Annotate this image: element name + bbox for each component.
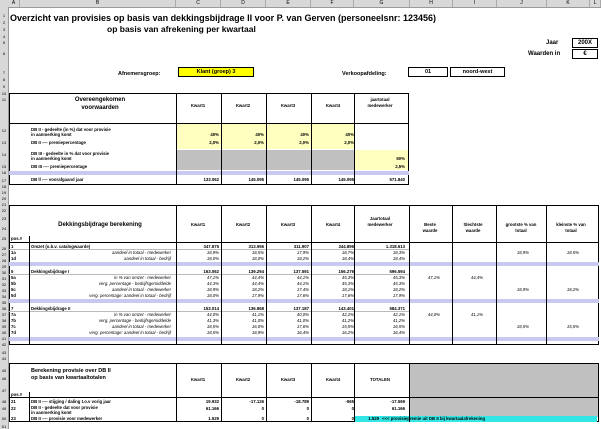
beste-header-2: waarde — [422, 228, 438, 233]
row-value: 18,9% — [206, 287, 219, 292]
row-value: 344.896 — [338, 244, 354, 249]
row-value: 45,3% — [341, 275, 354, 280]
row-number-23: 23 — [1, 216, 7, 221]
row-value: 41,3% — [206, 318, 219, 323]
r50-value: 0 — [306, 416, 309, 421]
row-value: 17,9% — [296, 250, 309, 255]
column-header-k: K — [547, 0, 590, 7]
r17-value: 145.095 — [293, 177, 309, 182]
grid-line — [176, 93, 177, 185]
row-value: 18,5% — [206, 330, 219, 335]
beste-header-1: Beste — [424, 222, 436, 227]
row-value: 40,0% — [296, 312, 309, 317]
band-3 — [9, 337, 599, 341]
r49-value: 0 — [261, 406, 264, 411]
r15-value[interactable]: 2,5% — [395, 164, 405, 169]
row-number-32: 32 — [1, 282, 7, 287]
grid-line — [176, 205, 177, 345]
s2-pos-header: pos.# — [11, 236, 23, 241]
verkoopafdeling-name-cell[interactable]: noord-west — [450, 67, 505, 77]
r12-value[interactable]: 40% — [210, 132, 219, 137]
r50-value: 1.529 — [208, 416, 219, 421]
r49-pos: 22 — [11, 406, 16, 411]
row-number-27: 27 — [1, 252, 7, 257]
grid-line — [29, 236, 30, 345]
row-value: 153.014 — [203, 306, 219, 311]
row-value: 18,1% — [341, 287, 354, 292]
row-number-13: 13 — [1, 140, 7, 145]
row-total: 16,4% — [392, 330, 405, 335]
waarden-value-cell[interactable]: € — [572, 49, 598, 59]
sheet-subtitle: op basis van afrekening per kwartaal — [107, 24, 256, 34]
r49-total: 61.166 — [391, 406, 405, 411]
row-label: Dekkingsbijdrage I — [31, 269, 70, 274]
row-value: 18,9% — [251, 330, 264, 335]
row-number-28: 28 — [1, 258, 7, 263]
row-number-22: 22 — [1, 208, 7, 213]
s3-quarter-header: Kwart3 — [280, 377, 296, 382]
row-label: in % van omzet - medewerker — [114, 312, 171, 317]
row-number-38: 38 — [1, 318, 7, 323]
row-total: 41,2% — [392, 318, 405, 323]
r13-value[interactable]: 2,0% — [299, 140, 309, 145]
row-number-42: 42 — [1, 342, 7, 347]
row-value: 17,9% — [251, 293, 264, 298]
row-value: 17,6% — [296, 324, 309, 329]
grid-line — [354, 363, 355, 422]
row-number-37: 37 — [1, 312, 7, 317]
row-value: 156.276 — [338, 269, 354, 274]
row-total: 596.594 — [389, 269, 405, 274]
row-number-19: 19 — [1, 190, 7, 195]
row-value: 17,6% — [341, 293, 354, 298]
afnemersgroep-cell[interactable]: Klant (groep) 3 — [178, 67, 254, 77]
r13-value[interactable]: 2,0% — [344, 140, 354, 145]
row-number-46: 46 — [1, 376, 7, 381]
s3-quarter-header: Kwart1 — [190, 377, 206, 382]
row-number-25: 25 — [1, 236, 7, 241]
r48-value: 19.932 — [205, 399, 219, 404]
row-number-30: 30 — [1, 270, 7, 275]
row-label: aandeel in totaal - medewerker — [112, 287, 171, 292]
grid-line — [266, 363, 267, 422]
row-pos: 7d — [11, 330, 17, 335]
row-value: 45,3% — [341, 281, 354, 286]
row-number-40: 40 — [1, 330, 7, 335]
row-value: 16,0% — [251, 324, 264, 329]
s1-quarter-header: Kwart3 — [280, 103, 296, 108]
r49-label-2: in aanmerking komt — [31, 410, 72, 415]
grid-line — [311, 205, 312, 345]
row-number-41: 41 — [1, 336, 7, 341]
row-number-15: 15 — [1, 164, 7, 169]
row-kleinste: 15,5% — [566, 324, 579, 329]
r17-value: 145.095 — [338, 177, 354, 182]
row-number-33: 33 — [1, 288, 7, 293]
row-number-31: 31 — [1, 276, 7, 281]
grid-line — [221, 93, 222, 185]
r48-total: -17.569 — [390, 399, 405, 404]
grid-line — [546, 205, 547, 345]
s1-jaartotaal-1: jaartotaal — [370, 97, 390, 102]
row-divider — [9, 249, 409, 250]
s2-jaartotaal-1: Jaartotaal — [369, 216, 391, 221]
grid-line — [452, 205, 453, 345]
row-number-8: 8 — [2, 77, 6, 82]
column-header-h: H — [410, 0, 453, 7]
r17-value: 145.095 — [248, 177, 264, 182]
row-value: 137.591 — [293, 269, 309, 274]
provisie-title-2: op basis van kwartaaltotalen — [31, 375, 106, 381]
row-number-44: 44 — [1, 356, 7, 361]
row-value: 18,2% — [296, 256, 309, 261]
grid-line — [176, 363, 177, 422]
column-header-a: A — [8, 0, 20, 7]
row-value: 44,0% — [206, 312, 219, 317]
row-value: 44,3% — [206, 281, 219, 286]
row-number-51: 51 — [1, 424, 7, 429]
r17-label: DB ll ---- voorafgaand jaar — [31, 177, 84, 182]
verkoopafdeling-code-cell[interactable]: 01 — [408, 67, 448, 77]
kleinste-header-2: totaal — [565, 228, 577, 233]
row-pos: 5a — [11, 275, 16, 280]
s1-jaartotaal-2: medewerker — [367, 103, 393, 108]
row-label: verg. percentage - bedrijfsgemiddelde — [98, 281, 171, 286]
row-pos: 7a — [11, 312, 16, 317]
r12-value[interactable]: 40% — [300, 132, 309, 137]
row-total: 45,3% — [392, 281, 405, 286]
row-value: 41,0% — [296, 318, 309, 323]
voorwaarden-title-2: voorwaarden — [81, 105, 119, 111]
row-pos: 5d — [11, 293, 17, 298]
row-number-17: 17 — [1, 178, 7, 183]
row-number-49: 49 — [1, 406, 7, 411]
grid-line — [354, 205, 355, 345]
row-label: Omzet (o.b.v. catalogwaarde) — [31, 244, 91, 249]
row-value: 18,4% — [341, 256, 354, 261]
row-number-14: 14 — [1, 152, 7, 157]
row-grootste: 18,9% — [516, 287, 529, 292]
row-slechtste: 44,4% — [470, 275, 483, 280]
s2-jaartotaal-2: medewerker — [367, 222, 393, 227]
column-header-i: I — [453, 0, 497, 7]
row-number-24: 24 — [1, 226, 7, 231]
grid-line — [409, 205, 410, 345]
grid-line — [409, 363, 410, 422]
row-value: 44,1% — [296, 275, 309, 280]
row-value: 18,5% — [206, 324, 219, 329]
s2-quarter-header: Kwart3 — [280, 222, 296, 227]
row-number-34: 34 — [1, 294, 7, 299]
grootste-header-2: totaal — [515, 228, 527, 233]
row-value: 17,4% — [296, 287, 309, 292]
r13-value[interactable]: 2,0% — [209, 140, 219, 145]
row-total: 1.318.613 — [385, 244, 405, 249]
row-slechtste: 41,1% — [470, 312, 483, 317]
r17-value: 133.062 — [203, 177, 219, 182]
row-value: 15,5% — [341, 324, 354, 329]
s3-quarter-header: Kwart2 — [235, 377, 251, 382]
row-label: verg. percentage: aandeel in totaal - bedrijf — [89, 293, 171, 298]
band-1 — [9, 262, 599, 266]
row-number-20: 20 — [1, 196, 7, 201]
r49-value: 0 — [351, 406, 354, 411]
r50-note: <<< provisiepremie uit DB II bij kwartaalafrekening — [382, 416, 486, 421]
r48-label: DB II ---- stijging / daling t.o.v vorig jaar — [31, 399, 111, 404]
row-divider — [9, 274, 409, 275]
column-header-f: F — [311, 0, 354, 7]
r14-value[interactable]: 60% — [396, 156, 405, 161]
r12-value[interactable]: 40% — [345, 132, 354, 137]
row-pos: 5b — [11, 281, 17, 286]
s3-pos-header: pos.# — [11, 392, 23, 397]
row-number-3: 3 — [2, 27, 6, 32]
grid-line — [354, 93, 355, 185]
row-value: 16,2% — [341, 330, 354, 335]
r50-value: 0 — [261, 416, 264, 421]
row-value: 17,6% — [296, 293, 309, 298]
row-value: 163.062 — [203, 269, 219, 274]
row-label: aandeel in totaal - medewerker — [112, 324, 171, 329]
s3-quarter-header: Kwart4 — [325, 377, 341, 382]
row-grootste: 18,9% — [516, 250, 529, 255]
row-value: 18,0% — [206, 293, 219, 298]
s2-quarter-header: Kwart4 — [325, 222, 341, 227]
row-value: 18,0% — [206, 256, 219, 261]
row-value: 311.907 — [293, 244, 309, 249]
row-divider — [9, 311, 409, 312]
row-pos: 7 — [11, 306, 14, 311]
slechtste-header-2: waarde — [465, 228, 481, 233]
row-label: aandeel in totaal - bedrijf — [123, 256, 171, 261]
r14-label-2: in aanmerking komt — [31, 156, 72, 161]
row-value: 18,2% — [251, 287, 264, 292]
column-header-e: E — [266, 0, 311, 7]
grootste-header-1: grootste % van — [505, 222, 537, 227]
r48-value: -17.126 — [249, 399, 264, 404]
s1-quarter-header: Kwart4 — [325, 103, 341, 108]
r17-total: 571.840 — [389, 177, 405, 182]
row-pos: 1d — [11, 256, 17, 261]
row-number-43: 43 — [1, 350, 7, 355]
s2-quarter-header: Kwart1 — [190, 222, 206, 227]
s1-quarter-header: Kwart1 — [190, 103, 206, 108]
row-pos: 1 — [11, 244, 14, 249]
row-number-48: 48 — [1, 399, 7, 404]
row-total: 584.371 — [389, 306, 405, 311]
row-pos: 1a — [11, 250, 16, 255]
r49-value: 0 — [306, 406, 309, 411]
waarden-label: Waarden in — [528, 51, 561, 57]
r50-label: DB II ---- provisie voor medewerker — [31, 416, 103, 421]
r13-value[interactable]: 2,0% — [254, 140, 264, 145]
row-pos: 5 — [11, 269, 14, 274]
r13-label: DB II ---- premiepercentage — [31, 140, 86, 145]
row-number-45: 45 — [1, 368, 7, 373]
row-value: 18,5% — [251, 250, 264, 255]
r48-pos: 21 — [11, 399, 16, 404]
row-total: 42,1% — [392, 312, 405, 317]
row-value: 313.956 — [248, 244, 264, 249]
row-number-18: 18 — [1, 184, 7, 189]
grid-line — [221, 363, 222, 422]
row-number-7: 7 — [2, 70, 6, 75]
grid-line — [266, 93, 267, 185]
row-label: verg. percentage - bedrijfsgemiddelde — [98, 318, 171, 323]
grid-line — [496, 205, 497, 345]
column-header-g: G — [354, 0, 410, 7]
row-label: Dekkingsbijdrage II — [31, 306, 71, 311]
grid-line — [266, 205, 267, 345]
provisie-title-1: Berekening provisie over DB II — [31, 368, 111, 374]
jaar-label: Jaar — [546, 40, 559, 46]
row-value: 41,0% — [251, 318, 264, 323]
row-total: 18,2% — [392, 287, 405, 292]
row-value: 16,4% — [296, 330, 309, 335]
separator-band — [9, 171, 409, 175]
voorwaarden-title-1: Overeengekomen — [74, 97, 126, 103]
row-number-1: 1 — [2, 13, 6, 18]
row-value: 47,1% — [206, 275, 219, 280]
row-value: 137.187 — [293, 306, 309, 311]
row-number-10: 10 — [1, 91, 7, 96]
row-value: 44,1% — [296, 281, 309, 286]
row-label: in % van omzet - medewerker — [114, 275, 171, 280]
kleinste-header-1: kleinste % van — [556, 222, 586, 227]
slechtste-header-1: Slechtste — [463, 222, 483, 227]
row-total: 45,3% — [392, 275, 405, 280]
column-header-c: C — [176, 0, 221, 7]
row-value: 18,7% — [341, 250, 354, 255]
r50-pos: 23 — [11, 416, 16, 421]
column-header-j: J — [497, 0, 547, 7]
grid-line — [311, 93, 312, 185]
r14-label-1: DB III - gedeelte in % dat voor provisie — [31, 151, 110, 156]
r12-label-1: DB II - gedeelte (in %) dat voor provisie — [31, 127, 111, 132]
row-grootste: 18,5% — [516, 324, 529, 329]
band-2 — [9, 299, 599, 303]
row-value: 139.294 — [248, 269, 264, 274]
r50-total: 1.529 — [368, 416, 379, 421]
row-pos: 7b — [11, 318, 17, 323]
row-number-47: 47 — [1, 388, 7, 393]
grid-line — [311, 363, 312, 422]
r49-value: 61.166 — [205, 406, 219, 411]
row-beste: 44,0% — [427, 312, 440, 317]
s1-quarter-header: Kwart2 — [235, 103, 251, 108]
r49-label-1: DB II - gedeelte dat voor provisie — [31, 405, 98, 410]
row-total: 16,5% — [392, 324, 405, 329]
r15-label: DB III ---- premiepercentage — [31, 164, 88, 169]
row-number-11: 11 — [1, 97, 7, 102]
row-number-6: 6 — [2, 51, 6, 56]
grid-line — [29, 392, 30, 422]
row-value: 44,4% — [251, 275, 264, 280]
row-label: aandeel in totaal - medewerker — [112, 250, 171, 255]
row-pos: 7c — [11, 324, 16, 329]
s2-quarter-header: Kwart2 — [235, 222, 251, 227]
r48-value: -18.789 — [294, 399, 309, 404]
verkoopafdeling-label: Verkoopafdeling: — [342, 71, 387, 77]
row-number-16: 16 — [1, 170, 7, 175]
row-number-21: 21 — [1, 202, 7, 207]
row-value: 136.868 — [248, 306, 264, 311]
column-header-d: D — [221, 0, 266, 7]
provisie-gray-area — [410, 364, 598, 417]
row-label: verg. percentage: aandeel in totaal - bedrijf — [89, 330, 171, 335]
row-number-26: 26 — [1, 246, 7, 251]
row-number-5: 5 — [2, 40, 6, 45]
row-value: 42,2% — [341, 312, 354, 317]
r48-value: -565 — [345, 399, 354, 404]
row-value: 41,1% — [251, 312, 264, 317]
r12-label-2: in aanmerking komt — [31, 132, 72, 137]
row-number-35: 35 — [1, 300, 7, 305]
row-value: 44,4% — [251, 281, 264, 286]
column-header-l: L — [590, 0, 601, 7]
row-number-12: 12 — [1, 128, 7, 133]
sheet-title: Overzicht van provisies op basis van dekkingsbijdrage II voor P. van Gerven (personeelsnr: 123456) — [10, 13, 437, 23]
row-pos: 5c — [11, 287, 16, 292]
row-total: 17,9% — [392, 293, 405, 298]
row-total: 18,3% — [392, 250, 405, 255]
dekkingsbijdrage-title: Dekkingsbijdrage berekening — [58, 222, 142, 228]
totalen-header: TOTALEN — [370, 377, 390, 382]
row-value: 143.401 — [338, 306, 354, 311]
jaar-value-cell[interactable]: 200X — [572, 38, 598, 48]
grid-line — [221, 205, 222, 345]
afnemersgroep-label: Afnemersgroep: — [118, 71, 161, 77]
row-beste: 47,1% — [427, 275, 440, 280]
row-number-9: 9 — [2, 84, 6, 89]
r12-value[interactable]: 40% — [255, 132, 264, 137]
row-number-2: 2 — [2, 20, 6, 25]
row-value: 18,9% — [206, 250, 219, 255]
row-value: 347.875 — [203, 244, 219, 249]
row-kleinste: 18,5% — [566, 250, 579, 255]
row-number-39: 39 — [1, 324, 7, 329]
r50-value: 0 — [351, 416, 354, 421]
row-value: 18,0% — [251, 256, 264, 261]
row-number-29: 29 — [1, 264, 7, 269]
column-header-b: B — [20, 0, 176, 7]
row-total: 18,4% — [392, 256, 405, 261]
row-number-36: 36 — [1, 306, 7, 311]
row-kleinste: 18,2% — [566, 287, 579, 292]
row-value: 41,2% — [341, 318, 354, 323]
row-number-4: 4 — [2, 34, 6, 39]
gray-block — [176, 150, 354, 170]
row-number-50: 50 — [1, 416, 7, 421]
